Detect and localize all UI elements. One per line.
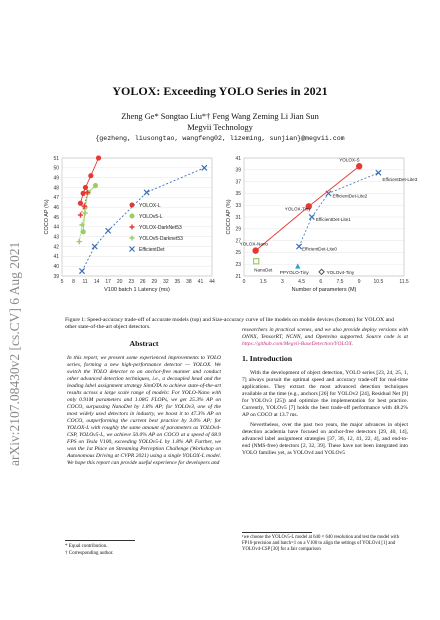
- x-tick-label: 1.5: [259, 279, 267, 285]
- y-tick-label: 23: [235, 262, 241, 268]
- intro-heading: 1. Introduction: [242, 354, 293, 363]
- author-list: Zheng Ge* Songtao Liu*† Feng Wang Zeming Li Jian Sun: [121, 112, 319, 121]
- y-tick-label: 41: [53, 254, 59, 261]
- y-tick-label: 43: [53, 234, 59, 241]
- point-label-yolox-nano: YOLOX-Nano: [239, 241, 268, 247]
- paper-title: YOLOX: Exceeding YOLO Series in 2021: [112, 84, 328, 98]
- x-tick-label: 20: [116, 279, 123, 285]
- y-tick-label: 48: [53, 185, 59, 192]
- yolox-l-line: [80, 158, 98, 203]
- footnotes: [65, 544, 225, 557]
- legend-marker-yolox-l: [130, 203, 135, 208]
- legend-marker-yolox-darknet53: [130, 225, 135, 230]
- x-tick-label: 41: [197, 279, 204, 285]
- efficientdet-point: [144, 190, 149, 195]
- y-axis-label: COCO AP (%): [226, 199, 232, 235]
- abstract-body: In this report, we present some experienced improvements to YOLO series, forming a new high-performance detector — YOLOX. We switch the YOLO detector to an anchor-free manner and conduct other advanced detection techniques, i.e., a decoupled head and the leading label assignment strategy SimOTA to achieve state-of-the-art results across a large scale range of models: For YOLO-Nano with only 0.91M parameters and 1.08G FLOPs, we get 25.3% AP on COCO, surpassing NanoDet by 1.8% AP; for YOLOv3, one of the most widely used detectors in industry, we boost it to 47.3% AP on COCO, outperforming the current best practice by 3.0% AP; for YOLOX-L with roughly the same amount of parameters as YOLOv4-CSP, YOLOv5-L, we achieve 50.0% AP on COCO at a speed of 68.9 FPS on Tesla V100, exceeding YOLOv5-L by 1.8% AP. Further, we won the 1st Place on Streaming Perception Challenge (Workshop on Autonomous Driving at CVPR 2021) using a single YOLOX-L model. We hope this report can provide useful experience for developers and: [67, 355, 221, 466]
- y-tick-label: 35: [235, 191, 241, 198]
- yolox-l-point: [83, 185, 88, 190]
- y-tick-label: 21: [235, 273, 241, 280]
- legend-label-efficientdet: EfficientDet: [139, 247, 165, 253]
- right-footnote: ¹we choose the YOLOv5-L model at 640 × 640 resolution and test the model with FP16-precision and batch=1 on a V100 to align the settings of YOLOv4 [1] and YOLOv4-CSP [30] for a fair comparison: [242, 535, 399, 553]
- y-axis-label: COCO AP (%): [44, 199, 50, 235]
- yolox-l-point: [78, 201, 83, 206]
- y-tick-label: 51: [53, 155, 59, 162]
- y-tick-label: 42: [53, 244, 59, 251]
- yolov5-darknet53-point: [77, 239, 82, 244]
- affiliation: Megvii Technology: [187, 123, 253, 132]
- x-tick-label: 11.5: [399, 279, 409, 285]
- y-tick-label: 49: [53, 175, 59, 182]
- y-tick-label: 47: [53, 195, 59, 202]
- speed-accuracy-chart: [40, 150, 220, 310]
- yolov4-tiny-point: [319, 269, 324, 274]
- x-tick-label: 9: [357, 279, 361, 285]
- author-emails: {gezheng, liusongtao, wangfeng02, lizeming, sunjian}@megvii.com: [95, 135, 345, 142]
- x-tick-label: 8: [72, 279, 75, 285]
- point-label-nanodet: NanoDet: [254, 267, 273, 273]
- arxiv-id-text: arXiv:2107.08430v2 [cs.CV] 6 Aug 2021: [7, 241, 22, 466]
- yolox-l-point: [81, 191, 86, 196]
- efficientdet-point: [79, 268, 84, 273]
- y-tick-label: 41: [235, 155, 241, 162]
- y-tick-label: 27: [235, 238, 241, 245]
- nanodet-point: [254, 259, 259, 264]
- intro-paragraph-1: With the development of object detection, YOLO series [23, 24, 25, 1, 7] always pursuit the optimal speed and accuracy trade-off for real-time applications. They extract the most advanced detection techniques available at the time (e.g., anchors [26] for YOLOv2 [24], Residual Net [9] for YOLOv3 [25]) and optimize the implementation for best practice. Currently, YOLOv5 [7] holds the best trade-off performance with 48.2% AP on COCO at 13.7 ms.: [242, 370, 408, 418]
- right-footnote-rule: [242, 532, 312, 533]
- size-accuracy-plot: [226, 156, 418, 293]
- y-tick-label: 39: [235, 167, 241, 174]
- x-tick-label: 10.5: [373, 279, 384, 285]
- legend-marker-efficientdet: [130, 247, 135, 252]
- abstract-continuation-text: researchers in practical scenes, and we also provide deploy versions with ONNX, TensorRT, NCNN, and Openvino supported. Source code is at: [242, 327, 408, 340]
- legend-marker-yolov5-darknet53: [130, 236, 135, 241]
- figure-caption: Figure 1: Speed-accuracy trade-off of accurate models (top) and Size-accuracy curve of lite models on mobile devices (bottom) for YOLOX and other state-of-the-art object detectors.: [65, 317, 394, 331]
- x-tick-label: 0: [242, 279, 246, 285]
- y-tick-label: 45: [53, 214, 59, 221]
- legend-label-yolov5-darknet53: YOLOv5-Darknet53: [139, 236, 183, 242]
- intro-body: [242, 370, 408, 460]
- legend-label-yolov5-l: YOLOv5-L: [139, 214, 163, 220]
- x-tick-label: 29: [151, 279, 158, 285]
- y-tick-label: 46: [53, 204, 59, 211]
- x-tick-label: 38: [186, 279, 192, 285]
- point-label-efficientdet-lite0: EfficientDet-Lite0: [302, 246, 337, 252]
- y-tick-label: 37: [235, 179, 241, 186]
- arxiv-identifier: [2, 170, 26, 470]
- y-tick-label: 39: [53, 273, 59, 280]
- point-label-yolov4-tiny: YOLOv4-Tiny: [326, 269, 355, 275]
- x-tick-label: 11: [82, 279, 88, 285]
- footnote-corresponding-author: † Corresponding author.: [65, 550, 114, 556]
- x-tick-label: 6: [319, 279, 323, 285]
- yolox-l-point: [96, 155, 101, 160]
- point-label-yolox-s: YOLOX-S: [339, 157, 360, 163]
- x-tick-label: 7.5: [336, 279, 344, 285]
- efficientdet-point: [106, 228, 111, 233]
- y-tick-label: 50: [53, 165, 59, 172]
- footnote-equal-contribution: * Equal contribution.: [65, 544, 108, 549]
- x-tick-label: 23: [128, 279, 135, 285]
- yolov5-l-point: [93, 183, 98, 188]
- x-tick-label: 35: [174, 279, 181, 285]
- y-tick-label: 31: [235, 214, 241, 221]
- footnote-rule: [65, 540, 135, 541]
- point-label-ppyolo-tiny: PPYOLO-Tiny: [279, 269, 309, 275]
- abstract-continuation: [242, 327, 408, 348]
- y-tick-label: 44: [53, 224, 59, 231]
- x-tick-label: 14: [93, 279, 100, 285]
- efficientdet-lite-line: [299, 173, 378, 247]
- x-tick-label: 5: [60, 279, 64, 285]
- yolox-l-point: [88, 173, 93, 178]
- x-tick-label: 44: [209, 279, 215, 285]
- x-tick-label: 32: [163, 279, 169, 285]
- y-tick-label: 33: [235, 203, 241, 209]
- y-tick-label: 40: [53, 263, 59, 270]
- legend-label-yolox-darknet53: YOLOX-DarkNet53: [139, 225, 182, 231]
- abstract-heading: Abstract: [129, 339, 159, 348]
- efficientdet-lite3-point: [376, 170, 381, 175]
- x-axis-label: V100 batch 1 Latency (ms): [104, 287, 170, 293]
- chart-legend: [130, 203, 184, 254]
- x-tick-label: 17: [105, 279, 111, 285]
- y-tick-label: 29: [235, 226, 241, 233]
- size-accuracy-chart: [220, 150, 418, 310]
- point-label-yolox-tiny: YOLOX-Tiny: [284, 206, 311, 212]
- point-label-efficientdet-lite1: EfficientDet-Lite1: [315, 217, 351, 222]
- yolov5-darknet53-point: [82, 210, 87, 215]
- y-tick-label: 25: [235, 250, 241, 257]
- x-axis-label: Number of parameters (M): [291, 287, 357, 293]
- x-tick-label: 3: [281, 279, 284, 285]
- x-tick-label: 26: [139, 279, 146, 285]
- point-label-efficientdet-lite2: EfficientDet-Lite2: [332, 193, 368, 199]
- legend-marker-yolov5-l: [130, 214, 135, 219]
- speed-accuracy-plot: [44, 155, 215, 293]
- legend-label-yolox-l: YOLOX-L: [139, 203, 161, 209]
- x-tick-label: 4.5: [298, 279, 306, 285]
- intro-paragraph-2: Nevertheless, over the past two years, the major advances in object detection academia have focused on anchor-free detectors [29, 40, 14], advanced label assignment strategies [37, 36, 12, 41, 22, 4], and end-to-end (NMS-free) detectors [2, 32, 39]. These have not been integrated into YOLO families yet, as YOLOv4 and YOLOv5: [242, 422, 408, 456]
- point-label-efficientdet-lite3: EfficientDet-Lite3: [382, 176, 418, 182]
- source-code-link[interactable]: https://github.com/Megvii-BaseDetection/YOLOX.: [242, 341, 354, 347]
